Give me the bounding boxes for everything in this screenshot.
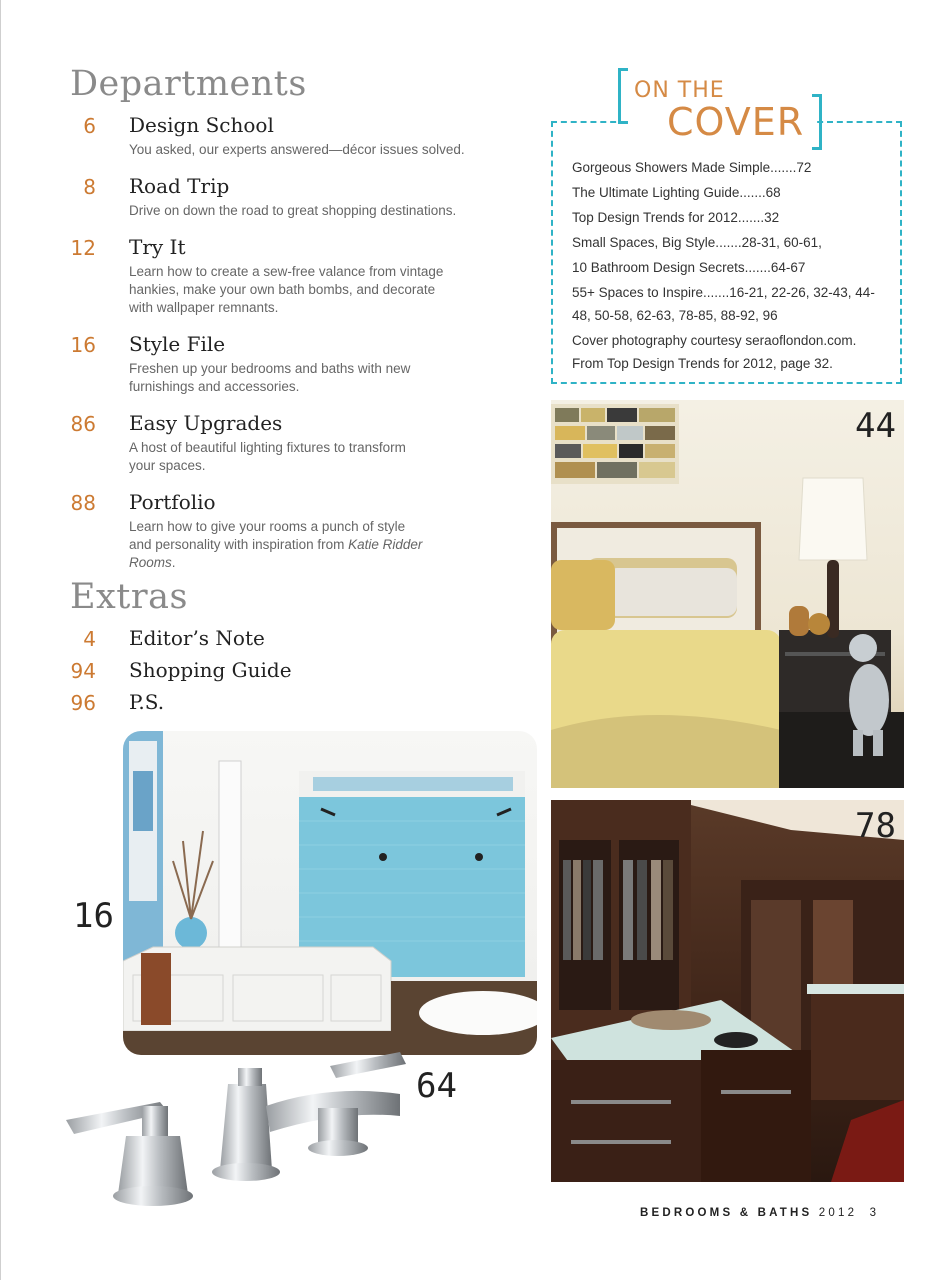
bathroom-illustration xyxy=(123,731,537,1055)
toc-description xyxy=(129,518,429,572)
bedroom-illustration xyxy=(551,400,904,788)
toc-description: You asked, our experts answered—décor issues solved. xyxy=(129,142,465,157)
footer-page-number: 3 xyxy=(869,1207,880,1219)
toc-title: Road Trip xyxy=(129,174,230,198)
page-footer xyxy=(640,1207,879,1219)
toc-description: Learn how to create a sew-free valance from vintage hankies, make your own bath bombs, and decorate with wallpaper remnants. xyxy=(129,264,444,315)
cover-right-bracket-icon xyxy=(812,94,822,150)
cover-title-bottom: COVER xyxy=(667,100,805,144)
toc-description: A host of beautiful lighting fixtures to transform your spaces. xyxy=(129,440,406,473)
toc-title: Try It xyxy=(129,235,186,259)
toc-title: Portfolio xyxy=(129,490,216,514)
toc-page-number: 4 xyxy=(83,627,96,651)
footer-magazine-name: BEDROOMS & BATHS xyxy=(640,1207,813,1219)
closet-photo[interactable] xyxy=(551,800,904,1182)
cover-story-line[interactable]: Small Spaces, Big Style.......28-31, 60-61, xyxy=(572,235,822,250)
cover-story-line[interactable]: Top Design Trends for 2012.......32 xyxy=(572,210,780,225)
cover-story-line[interactable]: 55+ Spaces to Inspire.......16-21, 22-26, 32-43, 44-48, 50-58, 62-63, 78-85, 88-92, 96 xyxy=(572,285,875,323)
cover-story-line[interactable]: The Ultimate Lighting Guide.......68 xyxy=(572,185,781,200)
bedroom-page-number: 44 xyxy=(855,406,896,446)
closet-page-number: 78 xyxy=(855,806,896,846)
toc-title: P.S. xyxy=(129,690,165,714)
toc-title: Shopping Guide xyxy=(129,658,292,682)
cover-story-line[interactable]: 10 Bathroom Design Secrets.......64-67 xyxy=(572,260,806,275)
closet-illustration xyxy=(551,800,904,1182)
toc-description: Freshen up your bedrooms and baths with new furnishings and accessories. xyxy=(129,361,411,394)
cover-title-top: ON THE xyxy=(634,78,725,103)
faucet-illustration[interactable] xyxy=(60,1044,420,1214)
toc-description-text: Learn how to give your rooms a punch of style and personality with inspiration from xyxy=(129,519,406,552)
faucet-page-number: 64 xyxy=(416,1066,457,1106)
bathroom-photo[interactable] xyxy=(123,731,537,1055)
toc-page-number: 94 xyxy=(70,659,96,683)
bedroom-photo[interactable] xyxy=(551,400,904,788)
toc-description-end: . xyxy=(171,555,176,570)
toc-page-number: 96 xyxy=(70,691,96,715)
footer-year: 2012 xyxy=(818,1207,858,1219)
toc-title: Style File xyxy=(129,332,226,356)
toc-page-number: 12 xyxy=(70,236,96,260)
toc-page-number: 6 xyxy=(83,114,96,138)
toc-title: Editor’s Note xyxy=(129,626,265,650)
toc-title: Design School xyxy=(129,113,274,137)
toc-page-number: 16 xyxy=(70,333,96,357)
bathroom-page-number: 16 xyxy=(73,896,114,936)
toc-page-number: 86 xyxy=(70,412,96,436)
toc-title: Easy Upgrades xyxy=(129,411,283,435)
cover-story-line[interactable]: Gorgeous Showers Made Simple.......72 xyxy=(572,160,812,175)
extras-heading: Extras xyxy=(70,577,188,617)
toc-description-emphasis: Katie Ridder Rooms xyxy=(129,537,423,570)
cover-left-bracket-icon xyxy=(618,68,628,124)
cover-story-list xyxy=(572,156,890,377)
toc-page-number: 88 xyxy=(70,491,96,515)
toc-page-number: 8 xyxy=(83,175,96,199)
toc-description: Drive on down the road to great shopping destinations. xyxy=(129,203,457,218)
cover-credit: Cover photography courtesy seraoflondon.com. From Top Design Trends for 2012, page 32. xyxy=(572,333,857,371)
page-edge-line xyxy=(0,0,1,1280)
departments-heading: Departments xyxy=(70,64,307,104)
